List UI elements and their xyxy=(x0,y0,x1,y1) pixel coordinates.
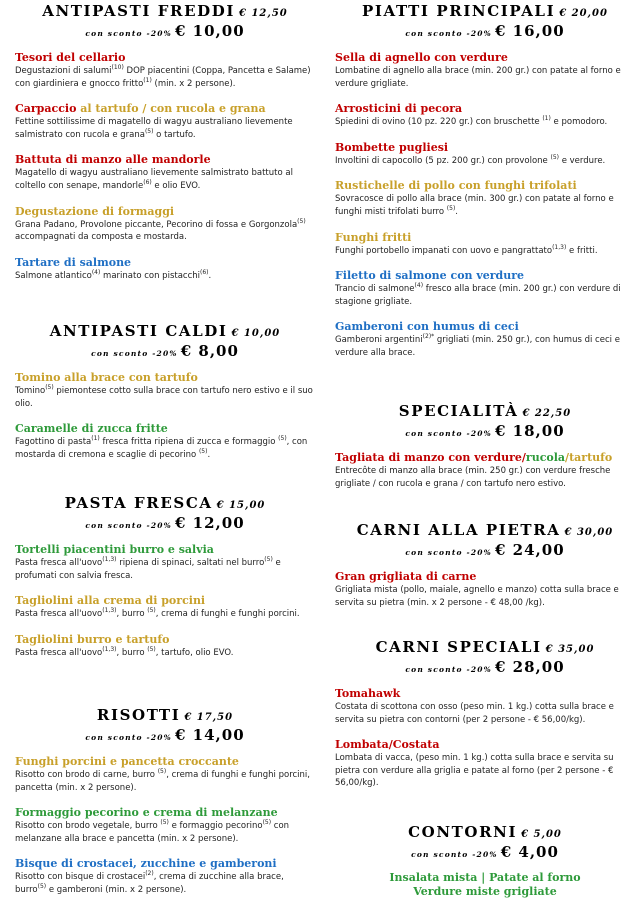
allergen-note: (5) xyxy=(45,384,54,392)
section-price: € 5,00 xyxy=(521,829,562,840)
allergen-note: (5) xyxy=(147,607,156,615)
item-name: Battuta di manzo alle mandorle xyxy=(15,153,211,167)
menu-item xyxy=(335,320,635,359)
allergen-note: (5) xyxy=(157,768,167,776)
menu-item xyxy=(15,594,315,621)
section-price: € 30,00 xyxy=(564,527,614,538)
item-name: Funghi fritti xyxy=(335,230,412,244)
item-desc: Degustazioni di salumi$^{(10)}$ DOP piacentini (Coppa, Pancetta e Salame) con giardiniera e gnocco fritto$^{(1)}$ (min. x 2 persone). xyxy=(15,64,311,89)
discount-label: con sconto -20% xyxy=(405,665,492,674)
section-header xyxy=(335,2,635,41)
discount-price: € 4,00 xyxy=(500,843,559,861)
section-price: € 35,00 xyxy=(545,644,595,655)
section-header xyxy=(335,521,635,560)
item-name-part: rucola xyxy=(525,451,566,464)
item-name-part: Tagliata di manzo con verdure/ xyxy=(335,451,526,464)
allergen-note: (1,3) xyxy=(552,243,567,251)
allergen-note: (5) xyxy=(550,153,559,161)
contorni-line: Insalata mista | Patate al forno xyxy=(389,871,581,884)
item-name: Tortelli piacentini burro e salvia xyxy=(15,543,214,556)
item-desc: Costata di scottona con osso (peso min. 1 kg.) cotta sulla brace e servita su pietra con contorni (per 2 persone - € 56,00/kg). xyxy=(335,702,614,725)
discount-price: € 8,00 xyxy=(180,342,239,360)
section-header xyxy=(335,823,635,862)
item-name: Caramelle di zucca fritte xyxy=(15,422,168,436)
section-price: € 20,00 xyxy=(559,8,608,19)
menu-item xyxy=(15,205,315,244)
discount-label: con sconto -20% xyxy=(405,548,492,557)
item-name-part: Carpaccio xyxy=(15,102,81,116)
section-price: € 12,50 xyxy=(239,8,288,19)
allergen-note: (5) xyxy=(160,819,169,827)
section-header xyxy=(15,494,315,533)
item-desc: Risotto con brodo vegetale, burro $^{(5)}$ e formaggio pecorino$^{(5)}$ con melanzane alla brace e pancetta (min. x 2 persone). xyxy=(15,819,290,844)
allergen-note: (5) xyxy=(198,447,208,455)
section-header xyxy=(15,706,315,745)
section-header xyxy=(335,402,635,441)
allergen-note: (4) xyxy=(414,282,424,290)
section-title: SPECIALITÀ xyxy=(398,402,519,420)
allergen-note: (4) xyxy=(91,268,101,276)
menu-item xyxy=(15,371,315,410)
item-desc: Risotto con bisque di crostacei$^{(2)}$, crema di zucchine alla brace, burro$^{(5)}$ e gamberoni (min. x 2 persone). xyxy=(15,870,284,895)
item-name: Tagliolini alla crema di porcini xyxy=(15,594,206,608)
item-desc: Grigliata mista (pollo, maiale, agnello e manzo) cotta sulla brace e servita su pietra (min. x 2 persone - € 48,00 /kg). xyxy=(335,585,619,608)
discount-label: con sconto -20% xyxy=(85,521,172,530)
item-name: Tagliolini burro e tartufo xyxy=(15,632,170,646)
item-desc: Pasta fresca all'uovo$^{(1,3)}$, burro $^{(5)}$, tartufo, olio EVO. xyxy=(15,645,234,658)
allergen-note: (10) xyxy=(111,64,124,72)
item-name: Arrosticini di pecora xyxy=(335,102,463,116)
section-risotti xyxy=(15,706,315,897)
allergen-note: (6) xyxy=(200,268,209,276)
item-desc: Pasta fresca all'uovo$^{(1,3)}$ ripiena di spinaci, saltati nel burro$^{(5)}$ e profumati con salvia fresca. xyxy=(15,556,281,581)
allergen-note: (5) xyxy=(262,819,272,827)
discount-label: con sconto -20% xyxy=(85,29,172,38)
section-pasta-fresca xyxy=(15,494,315,659)
item-desc: Involtini di capocollo (5 pz. 200 gr.) con provolone $^{(5)}$ e verdure. xyxy=(335,153,606,166)
menu-item xyxy=(15,633,315,660)
item-desc: Fettine sottilissime di magatello di wagyu australiano lievemente salmistrato con rucola e grana$^{(5)}$ o tartufo. xyxy=(15,117,293,140)
menu-item xyxy=(15,543,315,582)
allergen-note: (6) xyxy=(143,179,152,187)
allergen-note: (1) xyxy=(143,76,152,84)
section-carni-pietra xyxy=(335,521,635,609)
discount-label: con sconto -20% xyxy=(405,29,492,38)
item-name: Degustazione di formaggi xyxy=(15,204,175,218)
menu-item xyxy=(15,755,315,794)
allergen-note: (5) xyxy=(446,205,456,213)
allergen-note: (1) xyxy=(542,115,551,123)
item-name: Bisque di crostacei, zucchine e gamberoni xyxy=(15,857,277,871)
item-desc: Fagottino di pasta$^{(1)}$ fresca fritta ripiena di zucca e formaggio $^{(5)}$, con mostarda di cremona e scaglie di pecorino $^{(5)}$. xyxy=(15,435,308,460)
item-name: Lombata/Costata xyxy=(335,738,440,752)
section-header xyxy=(15,2,315,41)
menu-item xyxy=(335,738,635,790)
allergen-note: (5) xyxy=(278,435,287,443)
menu-item xyxy=(15,102,315,141)
item-desc: Spiedini di ovino (10 pz. 220 gr.) con bruschette $^{(1)}$ e pomodoro. xyxy=(335,115,608,128)
menu-item xyxy=(15,422,315,461)
menu-item xyxy=(335,687,635,726)
item-desc: Lombatine di agnello alla brace (min. 200 gr.) con patate al forno e verdure grigliate. xyxy=(335,66,621,89)
section-price: € 17,50 xyxy=(184,712,234,723)
item-name: Formaggio pecorino e crema di melanzane xyxy=(15,806,278,820)
menu-item xyxy=(15,153,315,192)
discount-label: con sconto -20% xyxy=(411,850,498,859)
discount-price: € 28,00 xyxy=(495,658,565,676)
section-title: PIATTI PRINCIPALI xyxy=(362,2,556,20)
item-name-part: /tartufo xyxy=(565,451,613,464)
allergen-note: (1) xyxy=(91,435,100,443)
menu-item xyxy=(335,179,635,218)
section-contorni xyxy=(335,823,635,899)
item-name xyxy=(335,451,635,465)
menu-item xyxy=(15,256,315,283)
section-title: PASTA FRESCA xyxy=(64,494,213,512)
discount-price: € 12,00 xyxy=(175,514,245,532)
item-desc: Funghi portobello impanati con uovo e pangrattato$^{(1,3)}$ e fritti. xyxy=(335,243,598,256)
section-title: CARNI ALLA PIETRA xyxy=(356,521,561,539)
item-name: Filetto di salmone con verdure xyxy=(335,269,525,283)
allergen-note: (5) xyxy=(37,883,47,891)
item-name xyxy=(15,102,315,116)
item-name: Bombette pugliesi xyxy=(335,140,449,154)
allergen-note: (1,3) xyxy=(102,607,117,615)
menu-item xyxy=(335,269,635,308)
allergen-note: (5) xyxy=(147,645,156,653)
section-antipasti-caldi xyxy=(15,322,315,461)
item-name: Sella di agnello con verdure xyxy=(335,51,508,64)
section-title: RISOTTI xyxy=(96,706,181,724)
discount-label: con sconto -20% xyxy=(405,429,492,438)
section-price: € 10,00 xyxy=(231,328,281,339)
menu-item xyxy=(335,102,635,129)
discount-label: con sconto -20% xyxy=(91,349,178,358)
section-specialita xyxy=(335,402,635,490)
menu-item xyxy=(15,51,315,90)
section-title: CONTORNI xyxy=(408,823,518,841)
item-desc: Entrecôte di manzo alla brace (min. 250 gr.) con verdure fresche grigliate / con rucola e grana / con tartufo nero estivo. xyxy=(335,466,611,489)
item-name: Tesori del cellario xyxy=(15,51,126,64)
item-desc: Lombata di vacca, (peso min. 1 kg.) cotta sulla brace e servita su pietra con verdure alla griglia e patate al forno (per 2 persone - € 56,00/kg). xyxy=(335,753,614,789)
item-name: Gran grigliata di carne xyxy=(335,570,477,583)
menu-item xyxy=(335,141,635,168)
item-desc: Gamberoni argentini$^{(2)*}$ grigliati (min. 250 gr.), con humus di ceci e verdure alla brace. xyxy=(335,333,620,358)
menu-item xyxy=(15,806,315,845)
menu-item xyxy=(335,451,635,490)
discount-price: € 18,00 xyxy=(495,422,565,440)
item-desc: Grana Padano, Provolone piccante, Pecorino di fossa e Gorgonzola$^{(5)}$ accompagnati da composta e mostarda. xyxy=(15,217,306,243)
menu-item xyxy=(335,231,635,258)
section-header xyxy=(335,638,635,677)
item-desc: Magatello di wagyu australiano lievemente salmistrato battuto al coltello con senape, mandorle$^{(6)}$ e olio EVO. xyxy=(15,168,293,191)
section-price: € 22,50 xyxy=(522,408,572,419)
discount-label: con sconto -20% xyxy=(85,733,172,742)
section-title: CARNI SPECIALI xyxy=(375,638,542,656)
allergen-note: (5) xyxy=(297,217,306,225)
item-desc: Trancio di salmone$^{(4)}$ fresco alla brace (min. 200 gr.) con verdure di stagione grigliate. xyxy=(335,282,621,307)
item-desc: Sovracosce di pollo alla brace (min. 300 gr.) con patate al forno e funghi misti trifolati burro $^{(5)}$. xyxy=(335,194,614,217)
section-antipasti-freddi xyxy=(15,2,315,282)
allergen-note: (1,3) xyxy=(102,556,117,564)
discount-price: € 10,00 xyxy=(175,22,245,40)
item-desc: Pasta fresca all'uovo$^{(1,3)}$, burro $^{(5)}$, crema di funghi e funghi porcini. xyxy=(15,607,300,620)
section-price: € 15,00 xyxy=(216,500,266,511)
discount-price: € 16,00 xyxy=(495,22,565,40)
section-header xyxy=(15,322,315,361)
section-carni-speciali xyxy=(335,638,635,790)
item-name-part: al tartufo / con rucola e grana xyxy=(80,102,266,116)
item-name: Rustichelle di pollo con funghi trifolati xyxy=(335,179,577,193)
item-desc: Tomino$^{(5)}$ piemontese cotto sulla brace con tartufo nero estivo e il suo olio. xyxy=(15,384,313,409)
allergen-note: (1,3) xyxy=(102,645,117,653)
item-name: Tomino alla brace con tartufo xyxy=(15,371,198,384)
contorni-line: Verdure miste grigliate xyxy=(413,885,557,898)
menu-item xyxy=(335,51,635,90)
item-name: Tartare di salmone xyxy=(15,255,132,269)
item-name: Funghi porcini e pancetta croccante xyxy=(15,755,239,768)
item-desc: Risotto con brodo di carne, burro $^{(5)}$, crema di funghi e funghi porcini, pancetta (min. x 2 persone). xyxy=(15,768,310,793)
section-title: ANTIPASTI CALDI xyxy=(49,322,228,340)
allergen-note: (2) xyxy=(145,870,154,878)
section-title: ANTIPASTI FREDDI xyxy=(42,2,235,20)
allergen-note: (5) xyxy=(144,127,154,135)
discount-price: € 24,00 xyxy=(495,541,565,559)
allergen-note: (5) xyxy=(264,556,273,564)
menu-item xyxy=(15,857,315,896)
item-name: Tomahawk xyxy=(335,687,401,700)
item-name: Gamberoni con humus di ceci xyxy=(335,320,519,334)
discount-price: € 14,00 xyxy=(175,726,245,744)
menu-item xyxy=(335,570,635,609)
section-piatti-principali xyxy=(335,2,635,360)
allergen-note: (2)* xyxy=(422,333,435,341)
item-desc: Salmone atlantico$^{(4)}$ marinato con pistacchi$^{(6)}$. xyxy=(15,268,212,281)
